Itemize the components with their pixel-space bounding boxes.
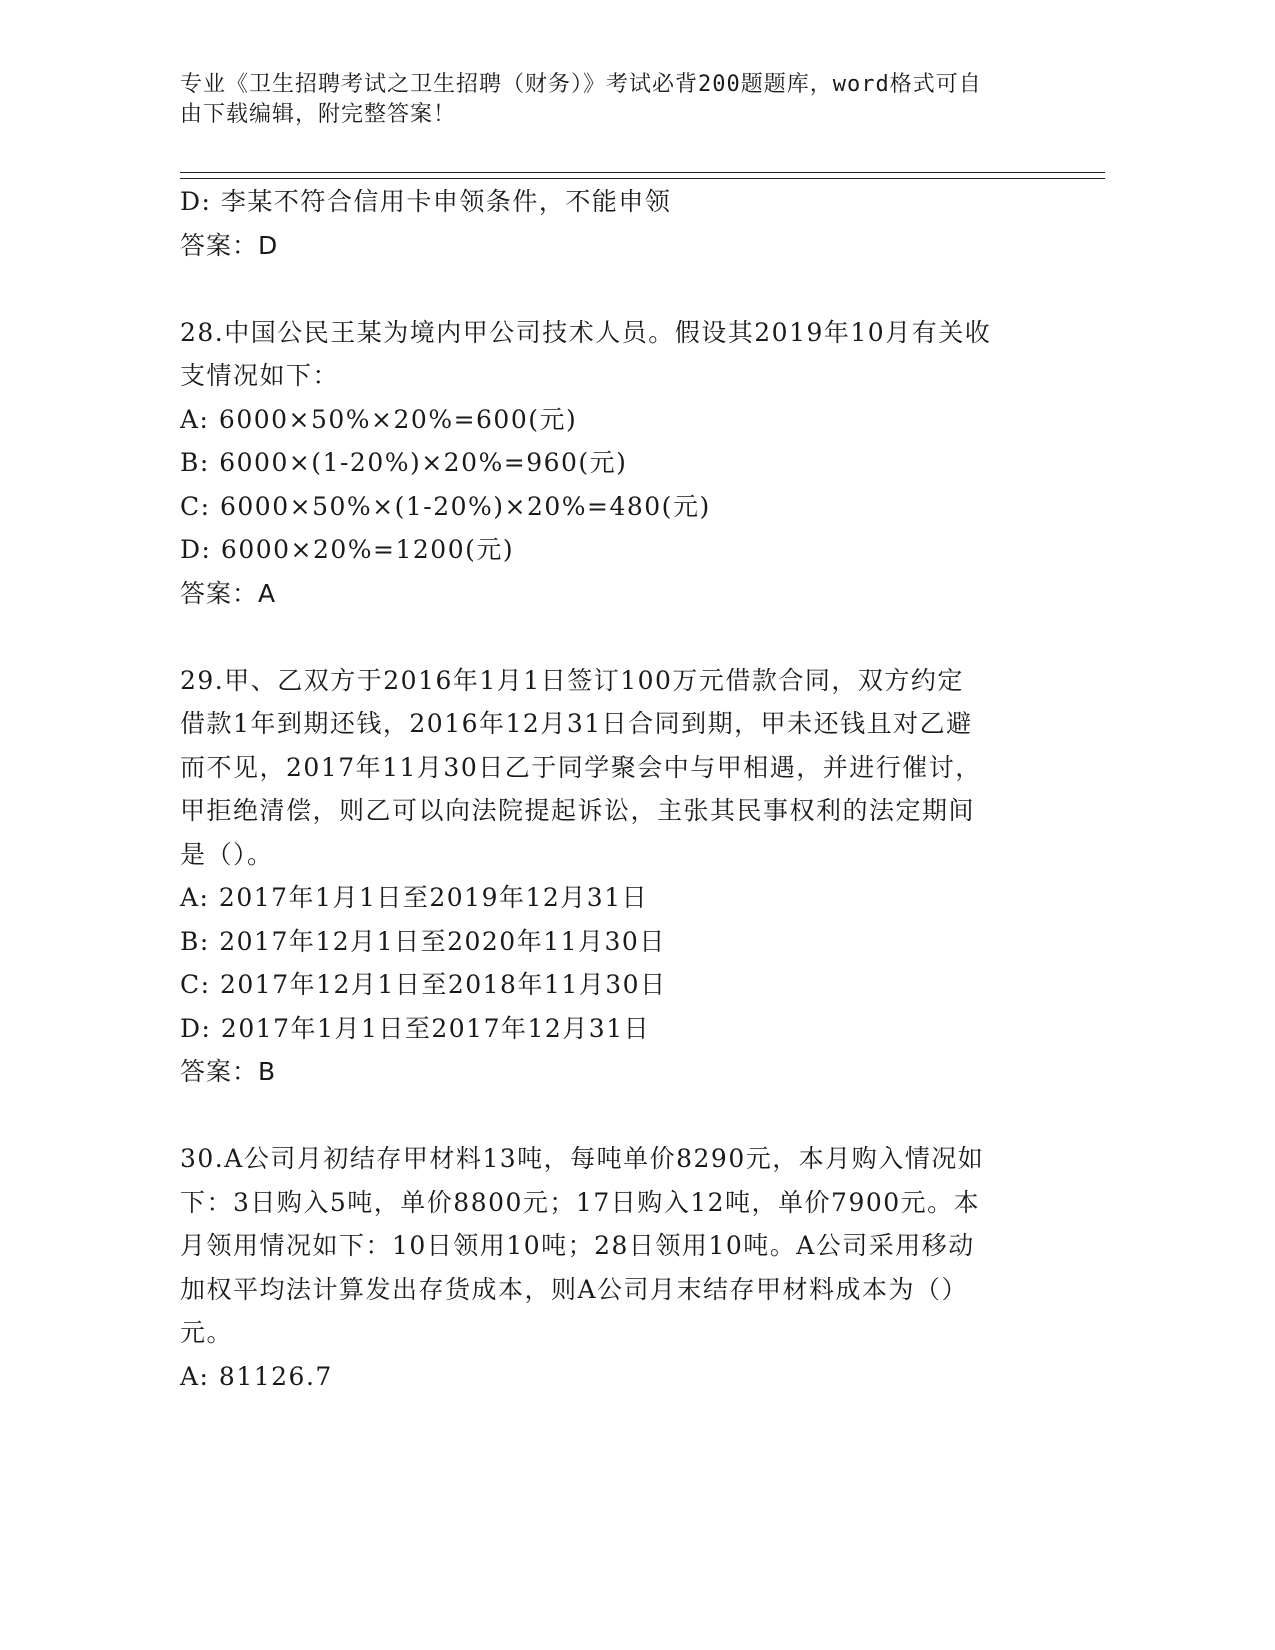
spacer	[180, 267, 1060, 311]
spacer	[180, 1094, 1060, 1138]
question-stem-line: 支情况如下：	[180, 361, 340, 390]
header-line-2: 由下载编辑，附完整答案！	[180, 102, 457, 127]
answer-line: 答案：D	[180, 230, 279, 260]
option-d: D: 李某不符合信用卡申领条件，不能申领	[180, 187, 672, 216]
spacer	[180, 615, 1060, 659]
header-rule-top	[180, 172, 1105, 173]
header-line-1: 专业《卫生招聘考试之卫生招聘（财务）》考试必背200题题库，word格式可自	[180, 72, 982, 97]
document-body	[180, 180, 1060, 1398]
question-stem-line: 甲拒绝清偿，则乙可以向法院提起诉讼，主张其民事权利的法定期间	[180, 796, 976, 825]
option-c: C: 6000×50%×(1-20%)×20%=480(元)	[180, 491, 711, 521]
question-30	[180, 1137, 1060, 1398]
previous-question-tail	[180, 180, 1060, 267]
question-28	[180, 311, 1060, 616]
question-stem-line: 而不见，2017年11月30日乙于同学聚会中与甲相遇，并进行催讨，	[180, 752, 982, 782]
header-rule-bottom	[180, 178, 1105, 179]
option-a: A: 6000×50%×20%=600(元)	[180, 404, 578, 434]
question-stem-line: 是（）。	[180, 839, 274, 869]
question-stem-line: 月领用情况如下：10日领用10吨；28日领用10吨。A公司采用移动	[180, 1231, 975, 1260]
option-d: D: 2017年1月1日至2017年12月31日	[180, 1013, 651, 1043]
option-a: A: 81126.7	[180, 1361, 333, 1391]
option-b: B: 2017年12月1日至2020年11月30日	[180, 926, 666, 956]
answer-line: 答案：B	[180, 1057, 277, 1086]
question-stem-line: 29.甲、乙双方于2016年1月1日签订100万元借款合同，双方约定	[180, 665, 964, 695]
question-stem-line: 28.中国公民王某为境内甲公司技术人员。假设其2019年10月有关收	[180, 317, 992, 347]
document-header	[180, 70, 1060, 130]
question-stem-line: 30.A公司月初结存甲材料13吨，每吨单价8290元，本月购入情况如	[180, 1144, 985, 1173]
option-c: C: 2017年12月1日至2018年11月30日	[180, 970, 667, 999]
question-stem-line: 加权平均法计算发出存货成本，则A公司月末结存甲材料成本为（）	[180, 1274, 969, 1304]
option-b: B: 6000×(1-20%)×20%=960(元)	[180, 448, 628, 477]
option-d: D: 6000×20%=1200(元)	[180, 535, 515, 564]
question-29	[180, 659, 1060, 1094]
question-stem-line: 借款1年到期还钱，2016年12月31日合同到期，甲未还钱且对乙避	[180, 709, 973, 738]
option-a: A: 2017年1月1日至2019年12月31日	[180, 883, 649, 912]
question-stem-line: 元。	[180, 1318, 234, 1347]
answer-line: 答案：A	[180, 578, 277, 608]
question-stem-line: 下：3日购入5吨，单价8800元；17日购入12吨，单价7900元。本	[180, 1187, 981, 1217]
